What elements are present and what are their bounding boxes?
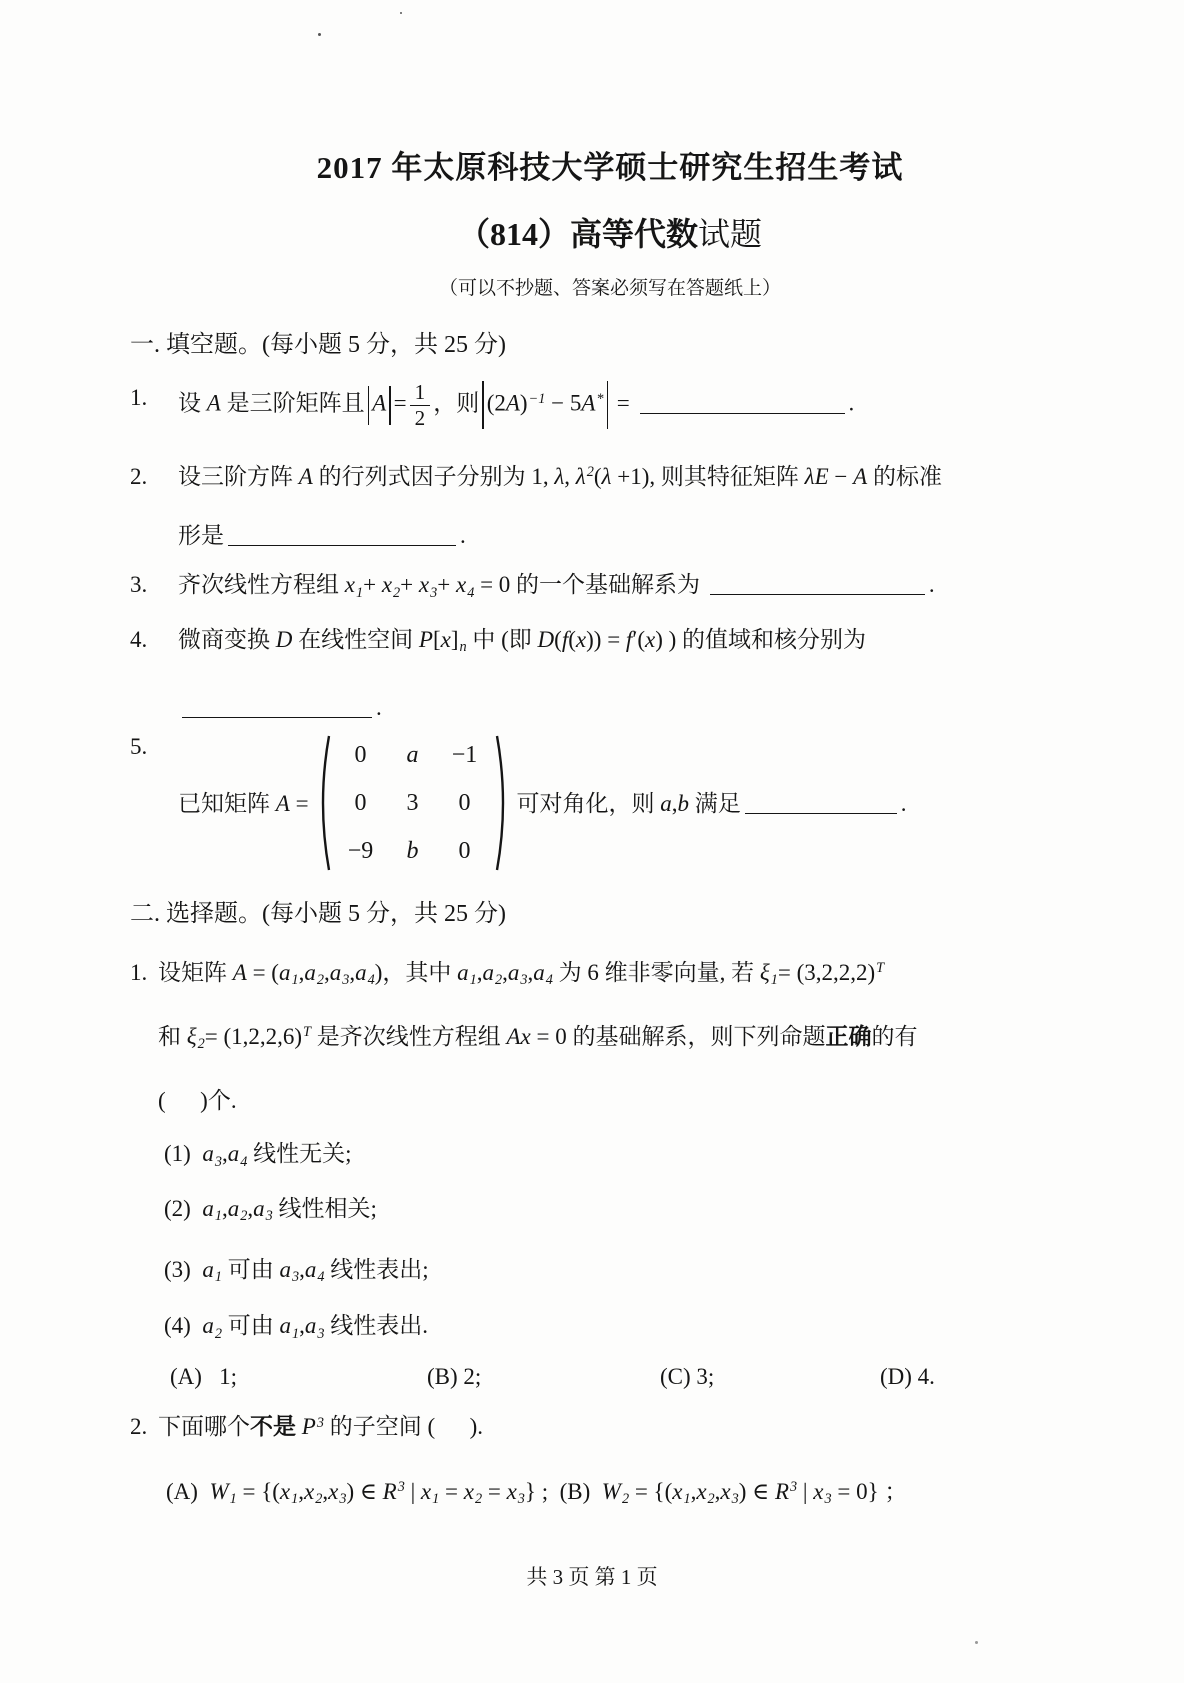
question-number: 2. bbox=[130, 463, 148, 489]
math-token-sub: 2 bbox=[495, 972, 503, 989]
math-token-tx: = (1,2,2,6) bbox=[204, 1023, 303, 1049]
math-token-tx: (2) bbox=[164, 1195, 203, 1221]
math-token-blank bbox=[710, 570, 925, 595]
s2-question-2 bbox=[130, 1410, 1090, 1443]
math-token-sub: 1 bbox=[229, 1491, 237, 1508]
question-text bbox=[158, 956, 1090, 991]
math-token-tx: 形是 bbox=[178, 523, 224, 549]
math-token-bar bbox=[607, 381, 609, 429]
math-token-it: x bbox=[328, 1478, 339, 1504]
question-text bbox=[178, 460, 1090, 493]
math-token-tx: 已知矩阵 bbox=[178, 790, 276, 816]
math-token-sub: 1 bbox=[291, 1491, 299, 1508]
math-token-sub: 1 bbox=[291, 972, 299, 989]
matrix-cell: b bbox=[406, 837, 419, 864]
math-token-sub: 4 bbox=[467, 584, 475, 601]
math-token-tx: = bbox=[289, 790, 309, 816]
choice-B: (B) 2; bbox=[427, 1364, 482, 1390]
math-token-tx: 为 6 维非零向量, 若 bbox=[552, 959, 760, 985]
math-token-tx: = 0 的一个基础解系为 bbox=[474, 572, 706, 598]
matrix-grid bbox=[331, 730, 495, 876]
math-token-sup: 3 bbox=[316, 1414, 324, 1431]
s2-q1-choices-row bbox=[130, 1364, 1090, 1390]
math-token-sub: 4 bbox=[367, 972, 375, 989]
math-token-sub: 4 bbox=[545, 972, 553, 989]
choice-C: (C) 3; bbox=[660, 1364, 715, 1390]
math-token-bd: 不是 bbox=[250, 1414, 296, 1440]
math-token-tx: | bbox=[797, 1478, 814, 1504]
math-token-sub: 2 bbox=[214, 1325, 222, 1342]
question-text bbox=[178, 623, 1090, 658]
question-text bbox=[158, 1410, 1090, 1443]
math-token-it: a bbox=[304, 1313, 317, 1339]
math-token-it: a bbox=[202, 1256, 214, 1282]
question-text bbox=[178, 730, 1090, 876]
instructions-note: （可以不抄题、答案必须写在答题纸上） bbox=[438, 278, 781, 299]
math-token-it: A bbox=[853, 463, 868, 489]
math-token-tx: (2 bbox=[486, 390, 506, 416]
math-token-it: x bbox=[813, 1478, 824, 1504]
math-token-tx: ( )个. bbox=[158, 1088, 237, 1114]
math-token-tx: , bbox=[714, 1478, 721, 1504]
math-token-sub: 3 bbox=[517, 1491, 525, 1508]
math-token-tx: , bbox=[323, 959, 330, 985]
math-token-it: x bbox=[381, 572, 393, 598]
question-number: 3. bbox=[130, 572, 148, 598]
math-token-tx: 微商变换 bbox=[178, 626, 276, 652]
math-token-tx: = {( bbox=[236, 1478, 280, 1504]
math-token-sub: 3 bbox=[824, 1491, 832, 1508]
statement-text bbox=[164, 1253, 1090, 1288]
math-token-it: a bbox=[227, 1141, 240, 1167]
math-token-it: a bbox=[304, 1256, 317, 1282]
math-token-sup: * bbox=[596, 390, 604, 407]
math-token-tx: ) ) 的值域和核分别为 bbox=[655, 626, 867, 652]
math-token-it: a bbox=[660, 790, 672, 816]
math-token-tx: 设三阶方阵 bbox=[178, 463, 299, 489]
math-token-tx: +1), 则其特征矩阵 bbox=[611, 463, 805, 489]
math-token-tx: (A) bbox=[166, 1478, 210, 1504]
math-token-it: W bbox=[209, 1478, 229, 1504]
math-token-tx: ( bbox=[593, 463, 602, 489]
math-token-it: a bbox=[533, 959, 545, 985]
math-token-it: λ bbox=[554, 463, 565, 489]
question-number: 1. bbox=[130, 385, 148, 410]
math-token-tx: 齐次线性方程组 bbox=[178, 572, 345, 598]
math-token-tx: , bbox=[322, 1478, 329, 1504]
math-token-sub: 1 bbox=[770, 972, 778, 989]
math-token-it: P bbox=[418, 626, 433, 652]
math-token-it: D bbox=[537, 626, 555, 652]
math-token-tx: 线性表出; bbox=[324, 1256, 429, 1282]
section2-heading: 二. 选择题。(每小题 5 分，共 25 分) bbox=[130, 900, 506, 927]
math-token-it: x bbox=[720, 1478, 731, 1504]
math-token-it: f bbox=[625, 626, 633, 652]
page-number-label: 共 3 页 第 1 页 bbox=[526, 1565, 658, 1589]
math-token-tx: 满足 bbox=[689, 790, 741, 816]
choice-D: (D) 4. bbox=[880, 1364, 935, 1390]
math-token-it: A bbox=[275, 790, 290, 816]
math-token-tx: ′( bbox=[632, 626, 646, 652]
s1-question-2 bbox=[130, 460, 1090, 493]
math-token-it: a bbox=[507, 959, 520, 985]
question-text bbox=[178, 519, 1090, 552]
math-token-tx: ] bbox=[450, 626, 459, 652]
scan-speck bbox=[400, 12, 402, 14]
math-token-it: ξ bbox=[759, 959, 770, 985]
question-text bbox=[158, 1020, 1090, 1055]
matrix-cell: 0 bbox=[354, 789, 367, 816]
math-token-it: x bbox=[420, 1478, 432, 1504]
math-token-tx: = ( bbox=[246, 959, 279, 985]
math-token-tx: = (3,2,2,2) bbox=[777, 959, 876, 985]
math-token-tx: , bbox=[298, 959, 305, 985]
math-token-tx: (1) bbox=[164, 1141, 203, 1167]
math-token-tx: 中 (即 bbox=[466, 626, 538, 652]
math-token-tx: = bbox=[482, 1478, 507, 1504]
math-token-it: a bbox=[202, 1195, 214, 1221]
matrix-cell: −9 bbox=[347, 837, 374, 864]
math-token-tx: − 5 bbox=[545, 390, 582, 416]
math-token-it: Ax bbox=[506, 1023, 531, 1049]
math-token-bar bbox=[482, 381, 484, 429]
math-token-tx: } ; (B) bbox=[524, 1478, 602, 1504]
math-token-tx: − bbox=[828, 463, 854, 489]
math-token-tx: = {( bbox=[629, 1478, 673, 1504]
math-token-it: A bbox=[232, 959, 247, 985]
matrix-cell: 3 bbox=[406, 789, 419, 816]
math-token-sub: 1 bbox=[355, 584, 364, 601]
math-token-tx: 设矩阵 bbox=[158, 959, 233, 985]
math-token-tx: = bbox=[393, 390, 407, 416]
question-text bbox=[178, 568, 1090, 603]
math-token-it: b bbox=[677, 790, 690, 816]
math-token-it: A bbox=[372, 390, 387, 416]
math-token-it: λ bbox=[601, 463, 612, 489]
math-token-it: a bbox=[329, 959, 342, 985]
math-token-tx: = bbox=[439, 1478, 464, 1504]
matrix-cell: 0 bbox=[458, 789, 471, 816]
matrix-cell: a bbox=[406, 742, 419, 769]
math-token-it: ξ bbox=[186, 1023, 197, 1049]
math-token-tx: + bbox=[437, 572, 456, 598]
math-token-it: R bbox=[774, 1478, 790, 1504]
math-token-tx: , bbox=[671, 790, 678, 816]
math-token-it: a bbox=[278, 959, 291, 985]
math-token-it: a bbox=[482, 959, 494, 985]
math-token-tx: 可对角化，则 bbox=[516, 790, 661, 816]
math-token-tx: 的行列式因子分别为 1, bbox=[312, 463, 555, 489]
subject-title-suffix: 试题 bbox=[698, 216, 763, 252]
math-token-tx: . bbox=[848, 390, 855, 416]
math-token-sub: 2 bbox=[240, 1208, 248, 1225]
math-token-it: x bbox=[696, 1478, 707, 1504]
matrix-cell: 0 bbox=[354, 742, 367, 769]
question-text bbox=[178, 691, 1090, 724]
math-token-it: λ bbox=[575, 463, 586, 489]
question-text bbox=[178, 381, 1090, 430]
math-token-it: A bbox=[298, 463, 313, 489]
math-token-sub: 1 bbox=[214, 1208, 222, 1225]
matrix-paren-left-icon bbox=[315, 733, 331, 873]
math-token-sub: 1 bbox=[469, 972, 477, 989]
math-token-sub: 3 bbox=[430, 584, 438, 601]
math-token-sub: 3 bbox=[339, 1491, 347, 1508]
math-token-it: a bbox=[253, 1195, 265, 1221]
math-token-tx: , bbox=[690, 1478, 697, 1504]
math-token-tx: 设 bbox=[178, 390, 207, 416]
math-token-sub: 1 bbox=[432, 1491, 440, 1508]
subject-title bbox=[130, 209, 1090, 255]
matrix-tail-text bbox=[517, 787, 907, 820]
math-token-it: x bbox=[575, 626, 587, 652]
question-text bbox=[158, 1084, 1090, 1117]
math-token-tx: . bbox=[376, 694, 382, 720]
math-token-sub: 3 bbox=[731, 1491, 739, 1508]
math-token-sub: 3 bbox=[317, 1325, 325, 1342]
math-token-it: x bbox=[279, 1478, 291, 1504]
statement-text bbox=[164, 1137, 1090, 1172]
math-token-it: a bbox=[457, 959, 469, 985]
scan-speck bbox=[975, 1641, 978, 1644]
question-number: 5. bbox=[130, 734, 148, 760]
s1-question-2-cont bbox=[130, 519, 1090, 552]
math-token-sup: 3 bbox=[397, 1478, 405, 1495]
math-token-tx: , bbox=[247, 1195, 254, 1221]
math-token-sub: 2 bbox=[316, 972, 324, 989]
math-token-sup: 3 bbox=[790, 1478, 798, 1495]
math-token-it: D bbox=[275, 626, 293, 652]
math-token-it: x bbox=[672, 1478, 683, 1504]
matrix-cell: −1 bbox=[451, 742, 478, 769]
math-token-bar bbox=[368, 386, 370, 425]
math-token-tx: , bbox=[298, 1478, 304, 1504]
math-token-tx: , bbox=[502, 959, 508, 985]
math-token-sub: 4 bbox=[240, 1153, 248, 1170]
s2-q1-statement-2 bbox=[130, 1192, 1090, 1227]
math-token-tx: 可由 bbox=[221, 1313, 280, 1339]
math-token-tx: 是三阶矩阵且 bbox=[220, 390, 365, 416]
math-token-sub: 2 bbox=[197, 1036, 205, 1053]
math-token-tx: = bbox=[611, 390, 636, 416]
choices-text bbox=[166, 1475, 1090, 1510]
math-token-tx: , bbox=[221, 1141, 228, 1167]
s2-q1-statement-3 bbox=[130, 1253, 1090, 1288]
math-token-tx: ) bbox=[519, 390, 528, 416]
math-token-it: R bbox=[382, 1478, 397, 1504]
page-title: 2017 年太原科技大学硕士研究生招生考试 bbox=[316, 150, 904, 185]
math-token-tx: . bbox=[900, 790, 907, 816]
math-token-it: x bbox=[506, 1478, 517, 1504]
math-token-it: a bbox=[202, 1141, 214, 1167]
math-token-tx: ) ∈ bbox=[738, 1478, 775, 1504]
math-token-frac: $\frac{1}{2}$ bbox=[410, 381, 431, 430]
math-token-tx: 线性相关; bbox=[272, 1195, 377, 1221]
math-token-tx: , bbox=[349, 959, 356, 985]
s1-question-5 bbox=[130, 730, 1090, 876]
math-token-tx: , bbox=[299, 1313, 305, 1339]
math-token-tx: = 0} ； bbox=[831, 1478, 908, 1504]
scan-speck bbox=[318, 33, 321, 36]
math-token-it: x bbox=[455, 572, 467, 598]
s1-question-4-cont bbox=[130, 691, 1090, 724]
math-token-sub: 3 bbox=[265, 1208, 273, 1225]
math-token-bd: 正确 bbox=[825, 1023, 872, 1049]
math-token-sub: 4 bbox=[317, 1269, 325, 1286]
math-token-it: A bbox=[581, 390, 596, 416]
math-token-tx: 的子空间 ( ). bbox=[323, 1414, 484, 1440]
page-footer bbox=[0, 1561, 1184, 1591]
math-token-tx: ，则 bbox=[433, 390, 480, 416]
math-token-sup: T bbox=[303, 1023, 311, 1040]
math-token-tx: 线性无关; bbox=[247, 1141, 352, 1167]
math-token-it: λE bbox=[804, 463, 829, 489]
math-token-sub: n bbox=[459, 639, 467, 656]
math-token-tx: )) = bbox=[586, 626, 626, 652]
math-token-sub: 2 bbox=[315, 1491, 323, 1508]
matrix-A bbox=[315, 730, 511, 876]
subject-code-and-name: （814）高等代数 bbox=[457, 216, 698, 252]
math-token-sub: 1 bbox=[291, 1325, 300, 1342]
math-token-tx: . bbox=[460, 523, 466, 549]
math-token-sub: 2 bbox=[621, 1491, 630, 1508]
math-token-tx: 的有 bbox=[871, 1023, 918, 1049]
math-token-tx: | bbox=[404, 1478, 421, 1504]
math-token-it: P bbox=[296, 1414, 316, 1440]
question-number: 2. bbox=[130, 1414, 148, 1440]
math-token-sub: 3 bbox=[520, 972, 528, 989]
math-token-sub: 2 bbox=[393, 584, 401, 601]
s1-question-3 bbox=[130, 568, 1090, 603]
math-token-blank bbox=[182, 693, 372, 718]
math-token-tx: 是齐次线性方程组 bbox=[310, 1023, 507, 1049]
math-token-sup: 2 bbox=[586, 463, 594, 480]
math-token-tx: , bbox=[527, 959, 534, 985]
math-token-tx: , bbox=[564, 463, 576, 489]
math-token-tx: ) ∈ bbox=[346, 1478, 383, 1504]
math-token-it: x bbox=[645, 626, 656, 652]
math-token-it: x bbox=[418, 572, 430, 598]
math-token-sub: 1 bbox=[683, 1491, 691, 1508]
math-token-it: x bbox=[463, 1478, 474, 1504]
math-token-it: A bbox=[505, 390, 520, 416]
math-token-it: x bbox=[304, 1478, 315, 1504]
matrix-lead-text bbox=[178, 787, 309, 820]
math-token-it: a bbox=[279, 1313, 291, 1339]
math-token-blank bbox=[640, 388, 845, 413]
math-token-tx: 和 bbox=[158, 1023, 187, 1049]
math-token-it: W bbox=[601, 1478, 621, 1504]
s2-question-1 bbox=[130, 956, 1090, 991]
s2-q2-choices-line bbox=[130, 1475, 1090, 1510]
math-token-tx: . bbox=[928, 572, 935, 598]
matrix-cell: 0 bbox=[458, 837, 471, 864]
math-token-tx: [ bbox=[432, 626, 441, 652]
math-token-it: x bbox=[440, 626, 451, 652]
math-token-tx: (3) bbox=[164, 1256, 203, 1282]
math-token-blank bbox=[745, 789, 897, 814]
math-token-it: A bbox=[206, 390, 221, 416]
s2-question-1-cont bbox=[130, 1020, 1090, 1055]
math-token-it: a bbox=[304, 959, 316, 985]
math-token-it: f bbox=[561, 626, 569, 652]
math-token-tx: (4) bbox=[164, 1313, 203, 1339]
statement-text bbox=[164, 1192, 1090, 1227]
math-token-tx: , bbox=[476, 959, 483, 985]
math-token-it: a bbox=[227, 1195, 240, 1221]
math-token-tx: + bbox=[400, 572, 419, 598]
question-number: 1. bbox=[130, 959, 148, 985]
math-token-sub: 2 bbox=[474, 1491, 483, 1508]
math-token-it: a bbox=[202, 1313, 214, 1339]
math-token-sup: −1 bbox=[528, 390, 546, 407]
math-token-tx: 下面哪个 bbox=[158, 1414, 250, 1440]
math-token-tx: , bbox=[221, 1195, 228, 1221]
s2-question-1-answer-count bbox=[130, 1084, 1090, 1117]
math-token-tx: = 0 的基础解系，则下列命题 bbox=[530, 1023, 826, 1049]
question-number: 4. bbox=[130, 626, 148, 652]
math-token-sup: T bbox=[876, 959, 885, 976]
math-token-sub: 3 bbox=[291, 1269, 300, 1286]
math-token-tx: + bbox=[363, 572, 382, 598]
s1-question-1 bbox=[130, 381, 1090, 430]
s1-question-4 bbox=[130, 623, 1090, 658]
math-token-bar bbox=[389, 386, 391, 425]
math-token-it: a bbox=[279, 1256, 291, 1282]
section1-heading: 一. 填空题。(每小题 5 分，共 25 分) bbox=[130, 332, 506, 358]
math-token-blank bbox=[228, 521, 456, 546]
math-token-sub: 3 bbox=[342, 972, 350, 989]
s2-q1-statement-4 bbox=[130, 1309, 1090, 1344]
math-token-tx: 线性表出. bbox=[324, 1313, 428, 1339]
math-token-it: a bbox=[355, 959, 367, 985]
math-token-tx: 在线性空间 bbox=[292, 626, 419, 652]
statement-text bbox=[164, 1309, 1090, 1344]
math-token-sub: 3 bbox=[214, 1153, 222, 1170]
s2-q1-statement-1 bbox=[130, 1137, 1090, 1172]
math-token-tx: , bbox=[299, 1256, 305, 1282]
math-token-tx: ( bbox=[568, 626, 576, 652]
math-token-tx: 可由 bbox=[221, 1256, 280, 1282]
math-token-it: x bbox=[344, 572, 355, 598]
choice-A: (A) 1; bbox=[170, 1364, 238, 1390]
math-token-tx: ( bbox=[554, 626, 562, 652]
math-token-tx: )，其中 bbox=[374, 959, 458, 985]
math-token-sub: 2 bbox=[707, 1491, 715, 1508]
matrix-paren-right-icon bbox=[495, 733, 511, 873]
math-token-sub: 1 bbox=[214, 1269, 222, 1286]
math-token-tx: 的标准 bbox=[867, 463, 942, 489]
